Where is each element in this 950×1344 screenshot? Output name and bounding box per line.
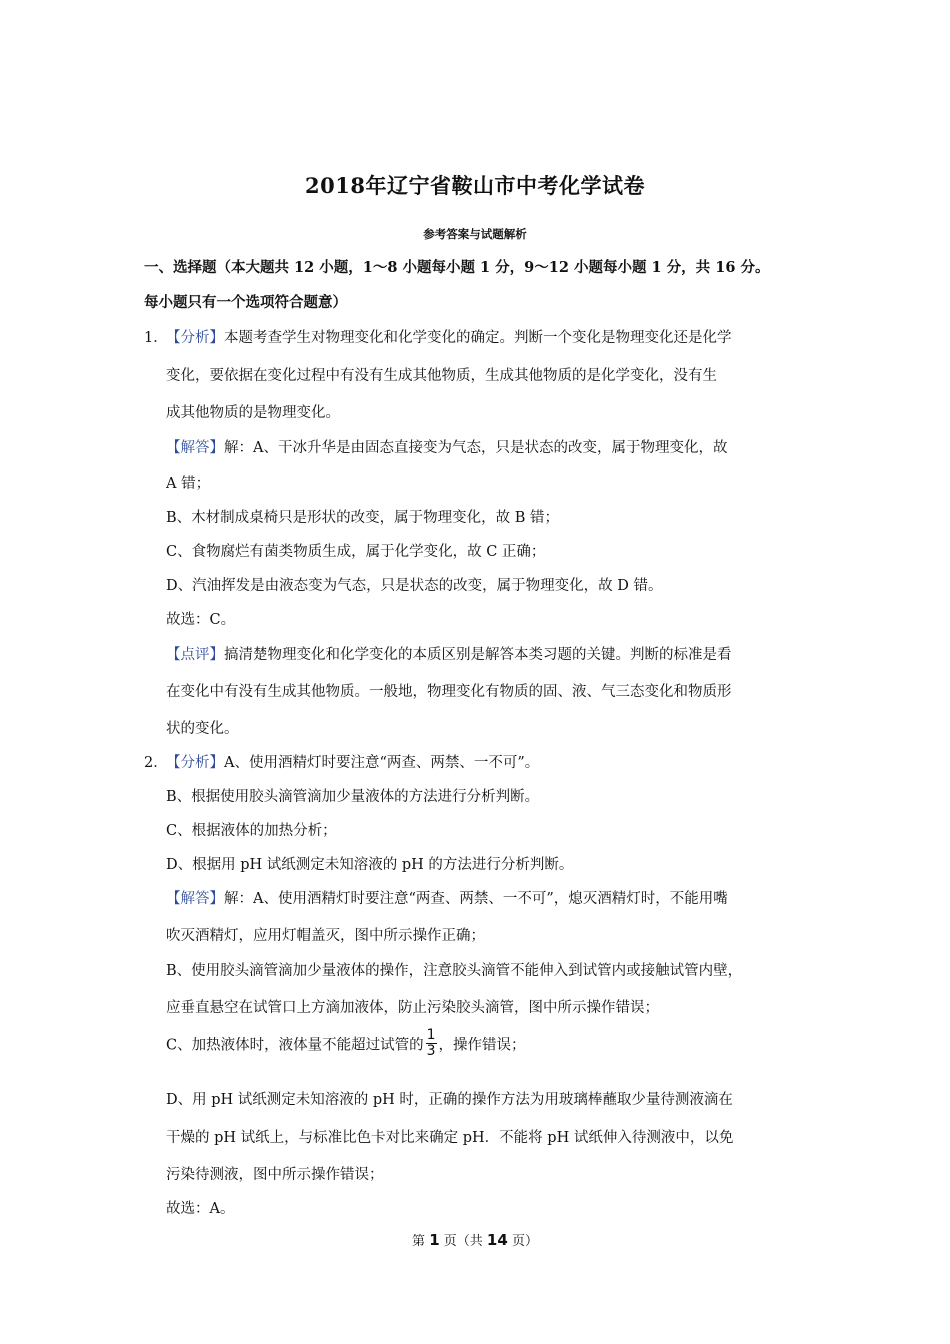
q1-analysis-line2: 变化，要依据在变化过程中有没有生成其他物质，生成其他物质的是化学变化，没有生 <box>166 368 717 384</box>
fraction-one-third: $\frac{1}{3}$ <box>426 1027 436 1059</box>
q1-comment-line1: 【点评】搞清楚物理变化和化学变化的本质区别是解答本类习题的关键。判断的标准是看 <box>166 647 732 663</box>
q2-analysis-line4: D、根据用 pH 试纸测定未知溶液的 pH 的方法进行分析判断。 <box>166 857 574 873</box>
section-heading-line1: 一、选择题（本大题共 12 小题，1～8 小题每小题 1 分，9～12 小题每小题 1 分，共 16 分。 <box>144 259 770 276</box>
q2-answer-line3: B、使用胶头滴管滴加少量液体的操作，注意胶头滴管不能伸入到试管内或接触试管内壁， <box>166 963 743 979</box>
question-number-2: 2． <box>144 755 168 771</box>
q1-answer-line2: A 错； <box>166 476 211 492</box>
analysis-tag: 【分析】 <box>166 330 224 346</box>
page-title: 2018年辽宁省鞍山市中考化学试卷 <box>305 173 645 198</box>
q2-choice: 故选：A。 <box>166 1201 235 1217</box>
q1-analysis-line3: 成其他物质的是物理变化。 <box>166 405 340 421</box>
section-heading-line2: 每小题只有一个选项符合题意） <box>144 294 347 311</box>
total-page-number: 14 <box>486 1231 508 1249</box>
q2-answer-line6: D、用 pH 试纸测定未知溶液的 pH 时，正确的操作方法为用玻璃棒蘸取少量待测液滴在 <box>166 1092 733 1108</box>
page-footer: 第 1 页（共 14 页） <box>412 1231 538 1249</box>
q1-answer-line1: 【解答】解：A、干冰升华是由固态直接变为气态，只是状态的改变，属于物理变化，故 <box>166 440 728 456</box>
answer-tag: 【解答】 <box>166 440 224 456</box>
comment-tag: 【点评】 <box>166 647 224 663</box>
q2-answer-line2: 吹灭酒精灯，应用灯帽盖灭，图中所示操作正确； <box>166 928 485 944</box>
q2-analysis-line1: 【分析】A、使用酒精灯时要注意“两查、两禁、一不可”。 <box>166 755 540 771</box>
q2-analysis-line3: C、根据液体的加热分析； <box>166 823 337 839</box>
q1-choice: 故选：C。 <box>166 612 236 628</box>
q1-comment-line2: 在变化中有没有生成其他物质。一般地，物理变化有物质的固、液、气三态变化和物质形 <box>166 684 732 700</box>
page-subtitle: 参考答案与试题解析 <box>423 227 527 241</box>
q2-answer-line7: 干燥的 pH 试纸上，与标准比色卡对比来确定 pH．不能将 pH 试纸伸入待测液中，以免 <box>166 1130 734 1146</box>
q2-answer-line8: 污染待测液，图中所示操作错误； <box>166 1167 384 1183</box>
answer-tag: 【解答】 <box>166 891 224 907</box>
current-page-number: 1 <box>429 1231 440 1249</box>
q1-answer-line4: C、食物腐烂有菌类物质生成，属于化学变化，故 C 正确； <box>166 544 546 560</box>
analysis-tag: 【分析】 <box>166 755 224 771</box>
q1-comment-line3: 状的变化。 <box>166 721 239 737</box>
q2-answer-line1: 【解答】解：A、使用酒精灯时要注意“两查、两禁、一不可”，熄灭酒精灯时，不能用嘴 <box>166 891 728 907</box>
question-number-1: 1． <box>144 330 168 346</box>
q1-analysis-line1: 【分析】本题考查学生对物理变化和化学变化的确定。判断一个变化是物理变化还是化学 <box>166 330 732 346</box>
q1-answer-line3: B、木材制成桌椅只是形状的改变，属于物理变化，故 B 错； <box>166 510 560 526</box>
q1-answer-line5: D、汽油挥发是由液态变为气态，只是状态的改变，属于物理变化，故 D 错。 <box>166 578 663 594</box>
q2-analysis-line2: B、根据使用胶头滴管滴加少量液体的方法进行分析判断。 <box>166 789 540 805</box>
q2-answer-line4: 应垂直悬空在试管口上方滴加液体，防止污染胶头滴管，图中所示操作错误； <box>166 1000 659 1016</box>
q2-answer-line5: C、加热液体时，液体量不能超过试管的 $\frac{1}{3}$ ，操作错误； <box>166 1027 526 1059</box>
